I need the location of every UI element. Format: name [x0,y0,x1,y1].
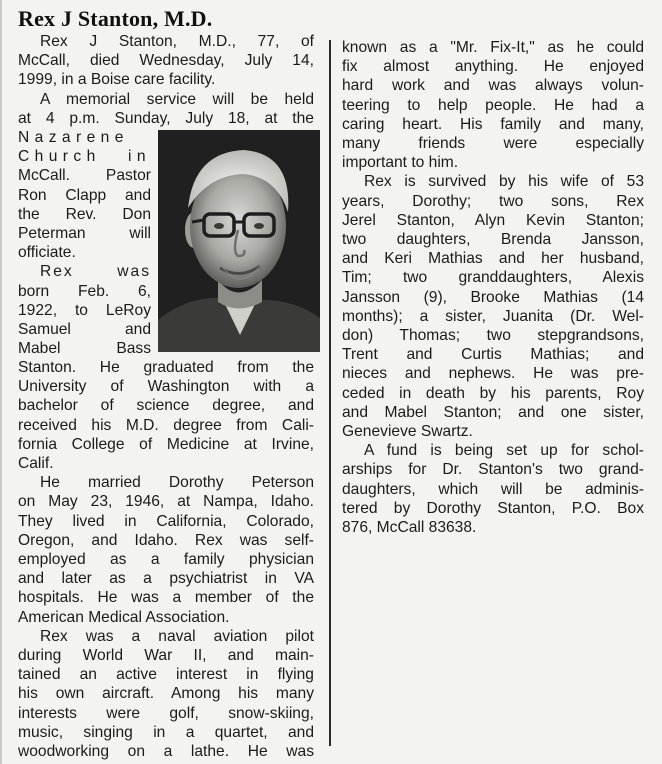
text-line: Calif. [18,455,54,473]
text-line: He married Dorothy Peterson [40,474,314,492]
text-line: arships for Dr. Stanton's two grand- [342,461,644,479]
text-line: months); a sister, Juanita (Dr. Wel- [342,307,644,325]
text-line: Samuel and [18,321,151,339]
text-line: McCall. Pastor [18,167,151,185]
text-line: Tim; two granddaughters, Alexis [342,269,644,287]
text-line: Rex is survived by his wife of 53 [364,173,644,191]
text-line: officiate. [18,244,76,262]
text-line: interests were golf, snow-skiing, [18,704,314,722]
text-line: A fund is being set up for schol- [364,442,644,460]
column-divider [329,40,331,746]
text-line: Stanton. He graduated from the [18,359,314,376]
text-line: Jerel Stanton, Alyn Kevin Stanton; [342,211,644,229]
text-line: 1922, to LeRoy [18,301,151,319]
text-line: and Mabel Stanton; and one sister, [342,403,644,421]
text-line: Oregon, and Idaho. Rex was self- [18,531,314,549]
column-one-narrow [18,128,151,358]
text-line: Trent and Curtis Mathias; and [342,346,644,364]
text-line: American Medical Association. [18,608,230,626]
text-line: Rex was a naval aviation pilot [40,627,314,645]
text-line: 876, McCall 83638. [342,519,477,537]
text-line: fornia College of Medicine at Irvine, [18,435,314,453]
text-line: Nazarene [18,129,129,146]
text-line: during World War II, and main- [18,647,314,665]
obituary-headline: Rex J Stanton, M.D. [18,6,213,31]
text-line: bachelor of science degree, and [18,397,314,415]
text-line: his own aircraft. Among his many [18,685,314,703]
text-line: Rex J Stanton, M.D., 77, of [40,33,314,50]
text-line: Genevieve Swartz. [342,423,473,441]
text-line: nieces and nephews. He was pre- [342,365,644,383]
text-line: fix almost anything. He enjoyed [342,58,644,76]
text-line: Peterman will [18,225,151,243]
text-line: many friends were especially [342,135,644,153]
text-line: Mabel Bass [18,340,151,358]
text-line: ceded in death by his parents, Roy [342,384,644,402]
text-line: caring heart. His family and many, [342,115,644,133]
text-line: daughters, which will be adminis- [342,480,644,498]
text-line: on May 23, 1946, at Nampa, Idaho. [18,493,314,511]
text-line: years, Dorothy; two sons, Rex [342,192,644,210]
column-one-top [18,32,314,128]
column-one-bottom [18,358,314,761]
text-line: Church in [18,148,151,166]
text-line: hospitals. He was a member of the [18,589,314,607]
text-line: and Keri Mathias and her husband, [342,250,644,268]
text-line: tered by Dorothy Stanton, P.O. Box [342,499,644,517]
text-line: don) Thomas; two stepgrandsons, [342,327,644,345]
text-line: at 4 p.m. Sunday, July 18, at the [18,109,314,127]
text-line: important to him. [342,154,459,172]
text-line: woodworking on a lathe. He was [18,743,314,761]
text-line: the Rev. Don [18,205,151,223]
portrait-image [158,130,320,352]
text-line: Rex was [40,263,151,281]
text-line: Jansson (9), Brooke Mathias (14 [342,288,644,306]
column-two [342,38,644,537]
text-line: employed as a family physician [18,551,314,569]
text-line: and later as a psychiatrist in VA [18,570,314,588]
text-line: teering to help people. He had a [342,96,644,114]
text-line: tained an active interest in flying [18,666,314,684]
text-line: McCall, died Wednesday, July 14, [18,52,314,70]
text-line: known as a "Mr. Fix-It," as he could [342,39,644,56]
portrait-photo [158,130,320,352]
text-line: 1999, in a Boise care facility. [18,71,216,89]
text-line: A memorial service will be held [40,90,314,108]
text-line: Ron Clapp and [18,186,151,204]
text-line: They lived in California, Colorado, [18,512,314,530]
text-line: University of Washington with a [18,378,314,396]
text-line: hard work and was always volun- [342,77,644,95]
text-line: two daughters, Brenda Jansson, [342,231,644,249]
text-line: born Feb. 6, [18,282,151,300]
text-line: received his M.D. degree from Cali- [18,416,314,434]
text-line: music, singing in a quartet, and [18,723,314,741]
